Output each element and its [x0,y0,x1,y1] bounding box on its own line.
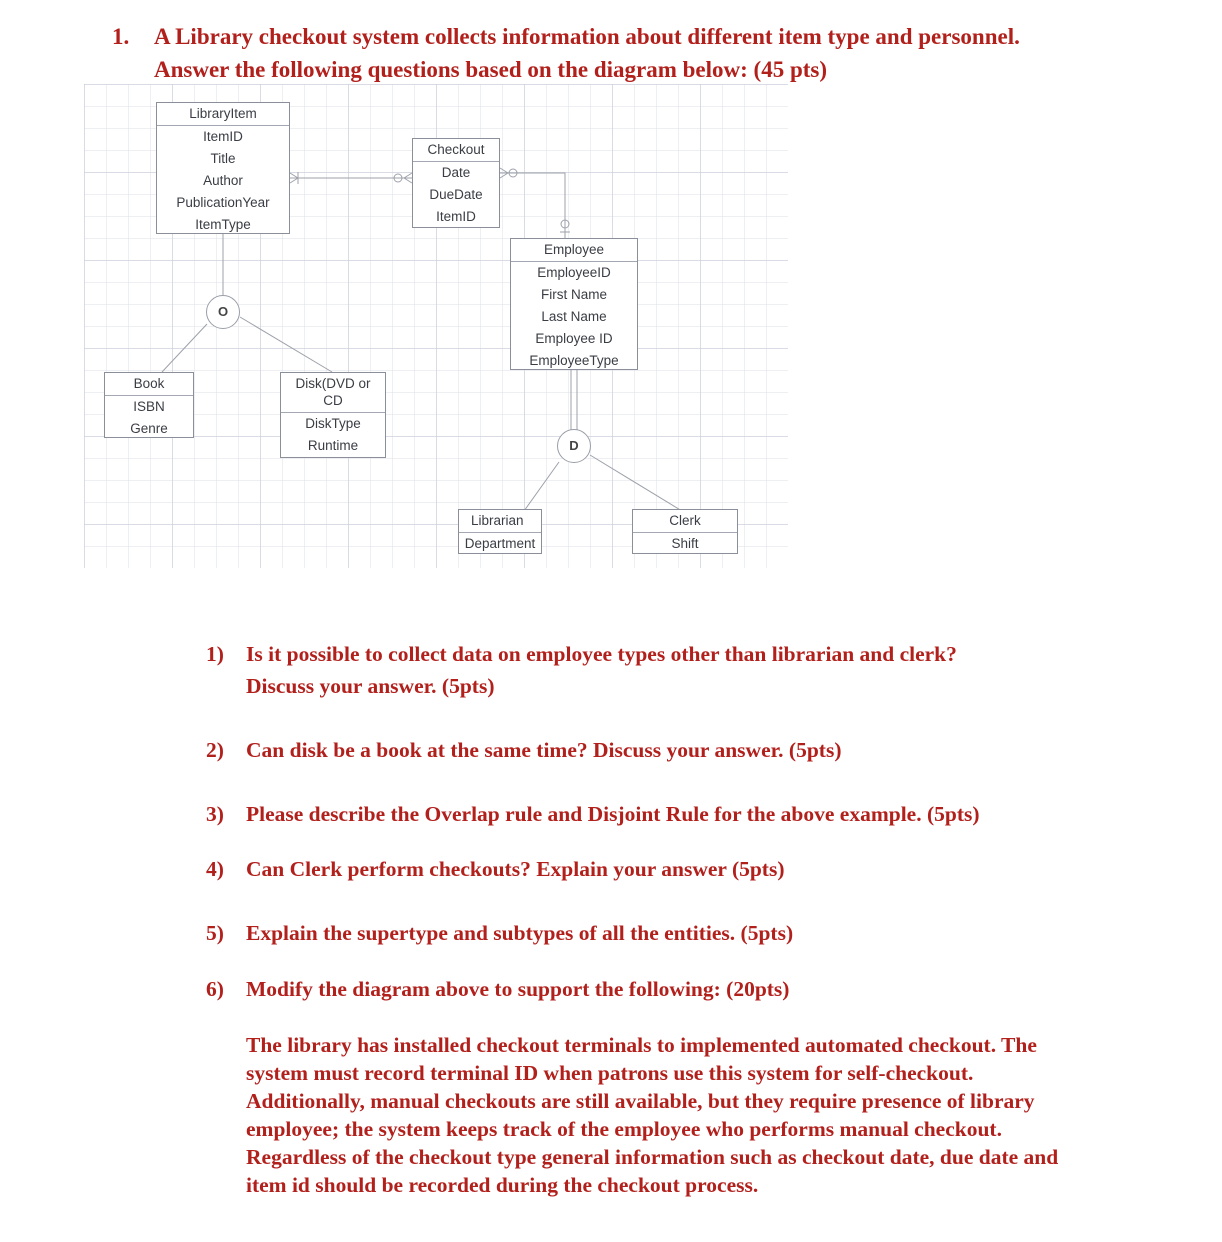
subquestion-text: Is it possible to collect data on employee types other than librarian and clerk? [246,642,957,666]
employee-attr: EmployeeID [537,265,611,280]
subquestion-text: Can disk be a book at the same time? Discuss your answer. (5pts) [246,738,842,762]
checkout-right-crow-a [500,168,508,173]
disjoint-symbol: D [557,429,591,463]
employee-attr: First Name [540,287,607,302]
subquestion-text: Discuss your answer. (5pts) [246,674,495,698]
checkout-attr: Date [441,165,471,180]
librarian-title: Librarian [459,510,541,533]
disk-title [281,373,385,413]
subquestion-number: 4) [206,857,224,881]
disk-title-line-1: Disk(DVD or [295,376,371,391]
subquestion-number: 6) [206,977,224,1001]
library-item-attr: Title [210,151,236,166]
subquestion-number: 1) [206,642,224,666]
employee-attr: EmployeeType [529,353,619,368]
task-line: Additionally, manual checkouts are still available, but they require presence of library [246,1089,1035,1113]
entity-clerk [632,509,738,554]
library-item-attr: Author [203,173,243,188]
library-item-attr: ItemID [203,129,243,144]
subquestion-text: Explain the supertype and subtypes of all the entities. (5pts) [246,921,794,945]
task-line: system must record terminal ID when patrons use this system for self-checkout. [246,1061,974,1085]
employee-title: Employee [511,239,637,262]
employee-attr: Employee ID [535,331,613,346]
task-line: employee; the system keeps track of the employee who performs manual checkout. [246,1117,1002,1141]
checkout-employee-line [500,173,565,238]
library-item-attr: PublicationYear [176,195,270,210]
overlap-symbol: O [206,295,240,329]
library-item-title: LibraryItem [157,103,289,126]
subquestion-text: Please describe the Overlap rule and Disjoint Rule for the above example. (5pts) [246,802,980,826]
subquestion-text: Can Clerk perform checkouts? Explain your answer (5pts) [246,857,785,881]
entity-disk [280,372,386,458]
task-line: The library has installed checkout terminals to implemented automated checkout. The [246,1033,1037,1057]
disk-title-line-2: CD [323,393,343,408]
checkout-crow-a [404,173,412,178]
task-line: Regardless of the checkout type general information such as checkout date, due date and [246,1145,1059,1169]
entity-library-item [156,102,290,234]
checkout-attr: DueDate [429,187,483,202]
subquestion-number: 3) [206,802,224,826]
clerk-title: Clerk [633,510,737,533]
entity-checkout [412,138,500,228]
task-line: item id should be recorded during the checkout process. [246,1173,759,1197]
disk-attr: DiskType [305,416,361,431]
question-line-1: A Library checkout system collects information about different item type and personnel. [154,24,1020,49]
overlap-book-line [162,324,207,372]
disk-attr: Runtime [307,438,359,453]
checkout-attr: ItemID [436,209,476,224]
checkout-right-crow-b [500,173,508,178]
question-number: 1. [112,24,130,49]
disjoint-clerk-line [590,455,682,511]
disjoint-librarian-line [524,462,559,511]
subquestion-number: 5) [206,921,224,945]
subquestion-text: Modify the diagram above to support the following: (20pts) [246,977,790,1001]
subquestion-number: 2) [206,738,224,762]
employee-attr: Last Name [541,309,607,324]
book-attr: Genre [130,421,168,436]
checkout-title: Checkout [413,139,499,162]
checkout-crow-b [404,178,412,183]
entity-librarian [458,509,542,554]
item-crowfoot-b [290,178,298,183]
librarian-attr: Department [464,536,536,551]
overlap-disk-line [240,317,332,372]
clerk-attr: Shift [671,536,699,551]
er-diagram [84,84,788,568]
item-crowfoot-a [290,173,298,178]
entity-employee [510,238,638,370]
library-item-attr: ItemType [195,217,251,232]
book-attr: ISBN [133,399,165,414]
book-title: Book [105,373,193,396]
entity-book [104,372,194,438]
question-line-2: Answer the following questions based on the diagram below: (45 pts) [154,57,828,82]
